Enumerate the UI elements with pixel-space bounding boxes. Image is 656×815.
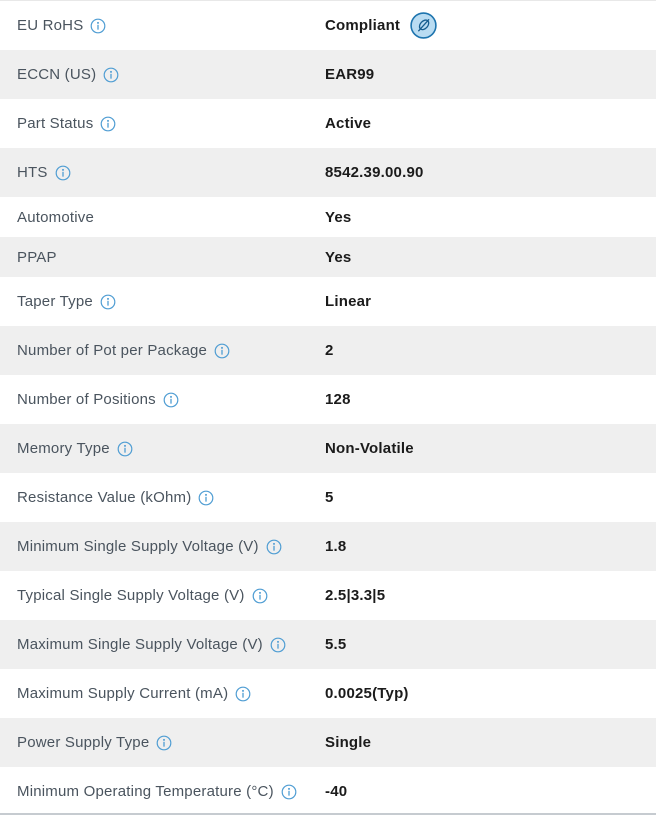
info-icon[interactable] <box>100 116 116 132</box>
spec-value-cell <box>325 783 656 800</box>
info-icon[interactable] <box>55 165 71 181</box>
spec-value: Compliant <box>325 17 401 34</box>
spec-label: Number of Positions <box>17 391 156 408</box>
spec-label: Minimum Single Supply Voltage (V) <box>17 538 259 555</box>
info-icon[interactable] <box>117 441 133 457</box>
spec-value: Non-Volatile <box>325 440 414 457</box>
info-icon[interactable] <box>266 539 282 555</box>
info-icon[interactable] <box>198 490 214 506</box>
table-row <box>0 1 656 50</box>
spec-label: HTS <box>17 164 48 181</box>
spec-label: ECCN (US) <box>17 66 97 83</box>
spec-label-cell <box>0 538 325 555</box>
spec-label: Part Status <box>17 115 94 132</box>
spec-label-cell <box>0 636 325 653</box>
spec-value: Yes <box>325 248 352 266</box>
spec-label-cell <box>0 440 325 457</box>
spec-label-cell <box>0 489 325 506</box>
spec-value-cell <box>325 209 656 226</box>
spec-label: EU RoHS <box>17 17 84 34</box>
spec-label: Typical Single Supply Voltage (V) <box>17 587 245 604</box>
info-icon[interactable] <box>252 588 268 604</box>
table-row <box>0 148 656 197</box>
spec-label: Power Supply Type <box>17 734 150 751</box>
info-icon[interactable] <box>281 784 297 800</box>
spec-value-cell <box>325 636 656 653</box>
spec-value: 128 <box>325 391 351 408</box>
info-icon[interactable] <box>214 343 230 359</box>
table-row <box>0 99 656 148</box>
spec-value-cell <box>325 587 656 604</box>
spec-value: -40 <box>325 783 348 800</box>
info-icon[interactable] <box>100 294 116 310</box>
spec-value: 1.8 <box>325 538 347 555</box>
table-row <box>0 571 656 620</box>
info-icon[interactable] <box>163 392 179 408</box>
info-icon[interactable] <box>270 637 286 653</box>
spec-value-cell <box>325 440 656 457</box>
table-row <box>0 473 656 522</box>
spec-value: Linear <box>325 293 372 310</box>
spec-value-cell <box>325 164 656 181</box>
table-row <box>0 424 656 473</box>
spec-label-cell <box>0 164 325 181</box>
spec-value-cell <box>325 489 656 506</box>
spec-value: 8542.39.00.90 <box>325 164 424 181</box>
info-icon[interactable] <box>103 67 119 83</box>
spec-value: Yes <box>325 208 352 226</box>
table-row <box>0 522 656 571</box>
spec-value-cell <box>325 734 656 751</box>
spec-value: 5 <box>325 489 334 506</box>
spec-label-cell <box>0 342 325 359</box>
info-icon[interactable] <box>90 18 106 34</box>
info-icon[interactable] <box>235 686 251 702</box>
spec-label-cell <box>0 783 325 800</box>
spec-value-cell <box>325 293 656 310</box>
spec-label: Minimum Operating Temperature (°C) <box>17 783 274 800</box>
spec-value: Active <box>325 115 372 132</box>
spec-value-cell <box>325 342 656 359</box>
spec-label-cell <box>0 209 325 226</box>
spec-value-cell <box>325 538 656 555</box>
spec-label: Maximum Supply Current (mA) <box>17 685 229 702</box>
spec-value-cell <box>325 66 656 83</box>
spec-label-cell <box>0 293 325 310</box>
table-row <box>0 50 656 99</box>
rohs-leaf-icon[interactable] <box>410 12 437 39</box>
table-row <box>0 197 656 237</box>
spec-label-cell <box>0 391 325 408</box>
spec-value: Single <box>325 734 372 751</box>
table-row <box>0 767 656 815</box>
table-row <box>0 718 656 767</box>
spec-label-cell <box>0 685 325 702</box>
spec-label-cell <box>0 734 325 751</box>
spec-value-cell <box>325 115 656 132</box>
table-row <box>0 237 656 277</box>
spec-label-cell <box>0 587 325 604</box>
spec-label: PPAP <box>17 248 57 266</box>
table-row <box>0 375 656 424</box>
spec-label-cell <box>0 115 325 132</box>
spec-label-cell <box>0 66 325 83</box>
spec-value: 2 <box>325 342 334 359</box>
info-icon[interactable] <box>156 735 172 751</box>
spec-label: Memory Type <box>17 440 110 457</box>
spec-value: 0.0025(Typ) <box>325 685 409 702</box>
table-row <box>0 326 656 375</box>
spec-value: 5.5 <box>325 636 347 653</box>
spec-label-cell <box>0 249 325 266</box>
table-row <box>0 620 656 669</box>
spec-label: Resistance Value (kOhm) <box>17 489 192 506</box>
spec-label: Taper Type <box>17 293 93 310</box>
spec-value-cell <box>325 249 656 266</box>
spec-value: EAR99 <box>325 66 375 83</box>
spec-label-cell <box>0 17 325 34</box>
spec-value-cell <box>325 12 656 39</box>
spec-value-cell <box>325 391 656 408</box>
spec-label: Automotive <box>17 208 95 226</box>
spec-label: Maximum Single Supply Voltage (V) <box>17 636 263 653</box>
spec-value: 2.5|3.3|5 <box>325 587 386 604</box>
spec-label: Number of Pot per Package <box>17 342 208 359</box>
table-row <box>0 277 656 326</box>
table-row <box>0 669 656 718</box>
spec-value-cell <box>325 685 656 702</box>
